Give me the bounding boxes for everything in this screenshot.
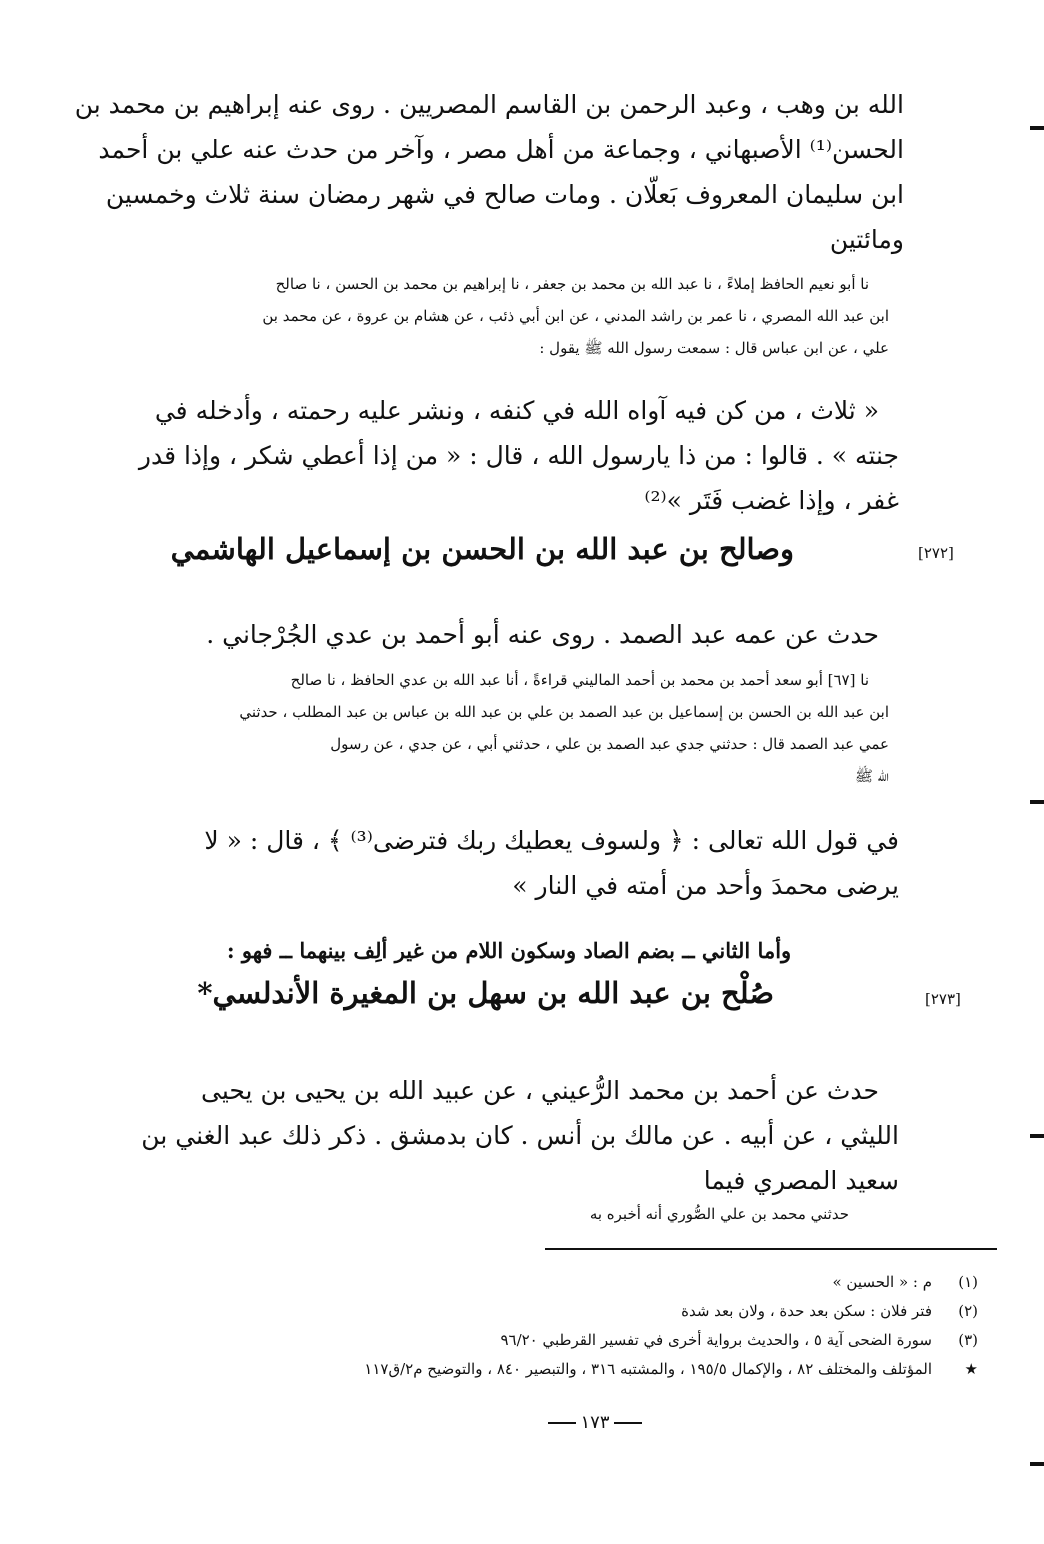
hadith-line: جنته » . قالوا : من ذا يارسول الله ، قال : « من إذا أعطي شكر ، وإذا قدر [138,441,899,470]
footnote-number: ★ [964,1360,978,1378]
biography-paragraph [74,82,904,262]
text-line: الحسن⁽¹⁾ الأصبهاني ، وجماعة من أهل مصر ، وآخر من حدث عنه علي بن أحمد [98,135,904,164]
hadith-line: يرضى محمدَ وأحد من أمته في النار » [512,871,899,900]
hadith-line: في قول الله تعالى : ﴿ ولسوف يعطيك ربك فترضى⁽³⁾ ﴾ ، قال : « لا [204,826,899,855]
isnad-chain [169,1198,849,1230]
scan-edge-mark [1030,1462,1044,1466]
isnad-line: نا [٦٧] أبو سعد أحمد بن محمد بن أحمد الماليني قراءةً ، أنا عبد الله بن عدي الحافظ ، نا صالح [290,671,869,689]
biography-paragraph [169,612,899,657]
isnad-line: الله ﷺ [854,767,889,785]
footnote-text: م : « الحسين » [832,1273,932,1291]
hadith-text [169,818,899,908]
footnote-text: سورة الضحى آية ٥ ، والحديث برواية أخرى في تفسير القرطبي ٩٦/٢٠ [500,1331,932,1349]
footnote-separator [545,1248,997,1250]
hadith-text [138,388,899,523]
hadith-line: « ثلاث ، من كن فيه آواه الله في كنفه ، ونشر عليه رحمته ، وأدخله في [154,396,879,425]
text-line: حدث عن أحمد بن محمد الرُّعيني ، عن عبيد الله بن يحيى بن يحيى [201,1076,879,1105]
text-line: ومائتين [829,225,904,254]
isnad-chain [169,268,889,364]
footnote [218,1355,978,1384]
biography-paragraph [141,1068,899,1203]
text-line: حدث عن عمه عبد الصمد . روى عنه أبو أحمد بن عدي الجُرْجاني . [206,620,879,649]
footnote-number: (٢) [958,1302,978,1320]
dash-mark [614,1422,642,1424]
footnote-text: المؤتلف والمختلف ٨٢ ، والإكمال ١٩٥/٥ ، والمشتبه ٣١٦ ، والتبصير ٨٤٠ ، والتوضيح م٢/ق١١٧ [364,1360,932,1378]
isnad-line: علي ، عن ابن عباس قال : سمعت رسول الله ﷺ يقول : [539,339,889,357]
text-line: ابن سليمان المعروف بَعلّان . ومات صالح في شهر رمضان سنة ثلاث وخمسين [105,180,904,209]
entry-title: صُلْح بن عبد الله بن سهل بن المغيرة الأندلسي* [197,976,774,1010]
footnote [218,1326,978,1355]
dash-mark [548,1422,576,1424]
isnad-line: عمي عبد الصمد قال : حدثني جدي عبد الصمد بن علي ، حدثني أبي ، عن جدي ، عن رسول [330,735,889,753]
entry-title: وصالح بن عبد الله بن الحسن بن إسماعيل الهاشمي [170,532,794,566]
entry-number: [٢٧٢] [918,544,954,562]
section-heading: وأما الثاني ــ بضم الصاد وسكون اللام من غير ألِف بينهما ــ فهو : [226,938,792,963]
scan-edge-mark [1030,126,1044,130]
isnad-line: حدثني محمد بن علي الصُّوري أنه أخبره به [589,1205,849,1223]
page-number-text: ١٧٣ [580,1412,610,1433]
text-line: سعيد المصري فيما [703,1166,899,1195]
isnad-line: ابن عبد الله المصري ، نا عمر بن راشد المدني ، عن ابن أبي ذئب ، عن هشام بن عروة ، عن محمد بن [262,307,889,325]
scan-edge-mark [1030,800,1044,804]
footnote [218,1268,978,1297]
footnote [218,1297,978,1326]
footnotes [218,1268,978,1384]
isnad-chain [169,664,889,792]
isnad-line: ابن عبد الله بن الحسن بن إسماعيل بن عبد الصمد بن علي بن عبد الله بن عباس بن عبد المطلب ، حدثني [239,703,889,721]
footnote-text: فتر فلان : سكن بعد حدة ، ولان بعد شدة [681,1302,932,1320]
isnad-line: نا أبو نعيم الحافظ إملاءً ، نا عبد الله بن محمد بن جعفر ، نا إبراهيم بن محمد بن الحسن ، نا صالح [275,275,869,293]
footnote-number: (٣) [958,1331,978,1349]
footnote-number: (١) [958,1273,978,1291]
entry-number: [٢٧٣] [925,990,961,1008]
hadith-line: غفر ، وإذا غضب فَتَر »⁽²⁾ [644,486,899,515]
scan-edge-mark [1030,1134,1044,1138]
page-number [520,1412,670,1433]
text-line: الله بن وهب ، وعبد الرحمن بن القاسم المصريين . روى عنه إبراهيم بن محمد بن [74,90,904,119]
text-line: الليثي ، عن أبيه . عن مالك بن أنس . كان بدمشق . ذكر ذلك عبد الغني بن [141,1121,899,1150]
